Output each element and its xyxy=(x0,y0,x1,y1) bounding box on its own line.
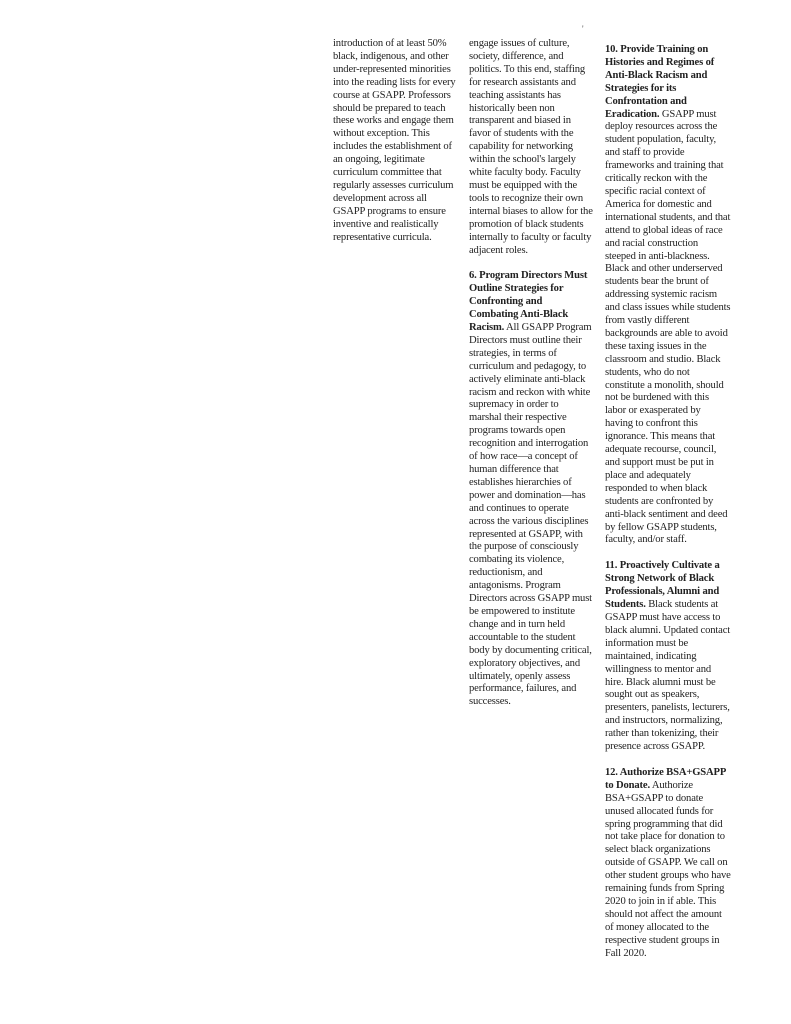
demand-10-body: GSAPP must deploy resources across the student population, faculty, and staff to provide frameworks and training that critically reckon with the specific racial context of America for domestic and international students, and that attend to global ideas of race and racial construction steeped in anti-blackness. Black and other underserved students bear the brunt of addressing systemic racism and class issues while students from vastly different backgrounds are able to avoid these taxing issues in the classroom and studio. Black students, who do not constitute a monolith, should not be burdened with this labor or exasperated by having to confront this ignorance. This means that adequate recourse, council, and support must be put in place and adequately responded to when black students are confronted by anti-black sentiment and deed by fellow GSAPP students, faculty, and/or staff. xyxy=(605,108,731,546)
column-1-paragraph: introduction of at least 50% black, indigenous, and other under-represented minorities into the reading lists for every course at GSAPP. Professors should be prepared to teach these works and engage them without exception. This includes the establishment of an ongoing, legitimate curriculum committee that regularly assesses curriculum development across all GSAPP programs to ensure inventive and realistically representative curricula. xyxy=(333,38,456,243)
demand-10-heading: 10. Provide Training on Histories and Regimes of Anti-Black Racism and Strategies for its Confrontation and Eradication. xyxy=(605,44,715,120)
demand-11-heading: 11. Proactively Cultivate a Strong Network of Black Professionals, Alumni and Students. xyxy=(605,560,720,611)
demand-12-heading: 12. Authorize BSA+GSAPP to Donate. xyxy=(605,766,726,791)
column-3 xyxy=(605,44,731,974)
demand-11 xyxy=(605,560,731,754)
demand-6 xyxy=(469,270,593,709)
column-2 xyxy=(469,38,593,722)
column-1 xyxy=(333,38,459,258)
demand-12-body: Authorize BSA+GSAPP to donate unused allocated funds for spring programming that did not take place for donation to select black organizations outside of GSAPP. We call on other student groups who have remaining funds from Spring 2020 to join in if able. This should not affect the amount of money allocated to the respective student groups in Fall 2020. xyxy=(605,779,731,959)
column-2-paragraph: engage issues of culture, society, difference, and politics. To this end, staffing for research assistants and teaching assistants has historically been non transparent and biased in favor of students with the capability for networking within the school's largely white faculty body. Faculty must be equipped with the tools to recognize their own internal biases to allow for the promotion of black students internally to faculty or faculty adjacent roles. xyxy=(469,38,593,256)
demand-12 xyxy=(605,767,731,961)
demand-6-heading: 6. Program Directors Must Outline Strategies for Confronting and Combating Anti-Black Racism. xyxy=(469,270,588,334)
demand-11-body: Black students at GSAPP must have access to black alumni. Updated contact information must be maintained, indicating willingness to mentor and hire. Black alumni must be sought out as speakers, presenters, panelists, lecturers, and instructors, normalizing, rather than tokenizing, their presence across GSAPP. xyxy=(605,599,731,753)
stray-mark: ' xyxy=(582,24,584,34)
demand-10 xyxy=(605,44,731,547)
demand-6-body: All GSAPP Program Directors must outline their strategies, in terms of curriculum and pedagogy, to actively eliminate anti-black racism and reckon with white supremacy in order to marshal their respective programs towards open recognition and interrogation of how race—a concept of human difference that establishes hierarchies of power and domination—has and continues to operate across the various disciplines represented at GSAPP, with the purpose of consciously combating its violence, reductionism, and antagonisms. Program Directors across GSAPP must be empowered to institute change and in turn held accountable to the student body by documenting critical, exploratory objectives, and ultimately, openly assess performance, failures, and successes. xyxy=(469,322,592,708)
